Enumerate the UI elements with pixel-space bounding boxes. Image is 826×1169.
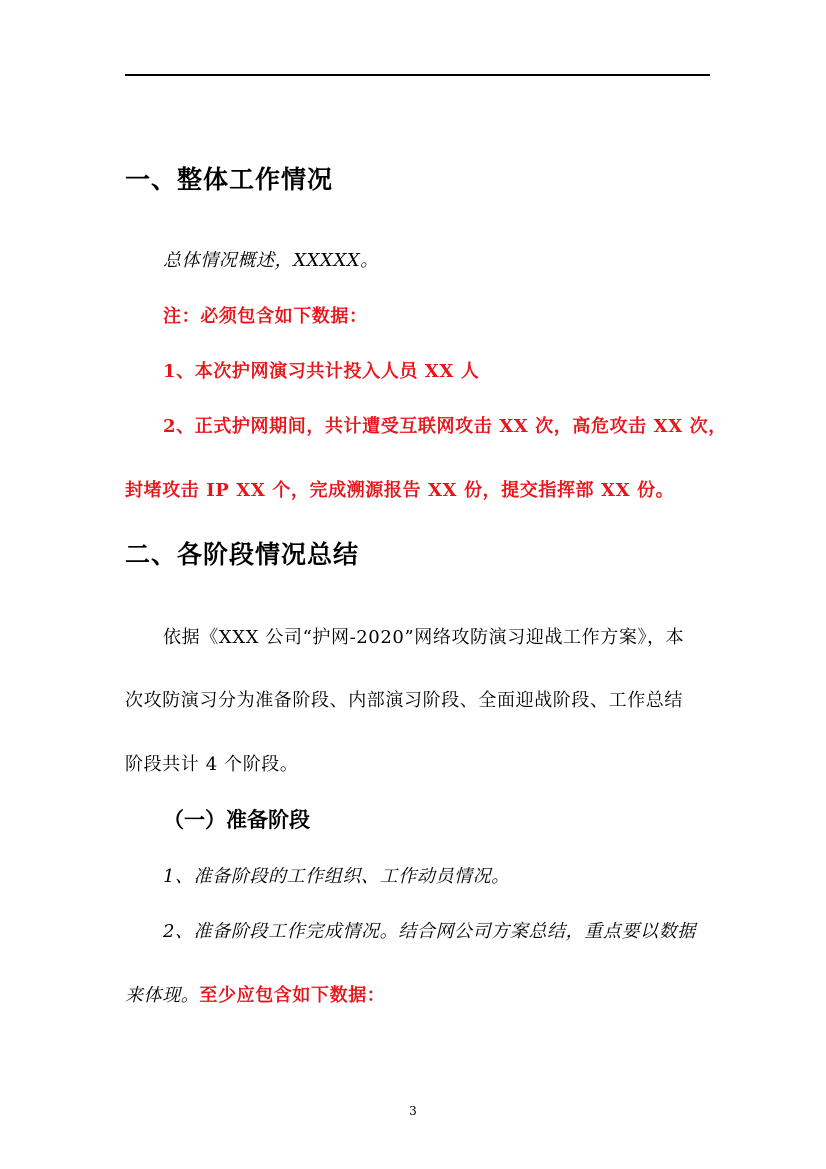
note-item-personnel: 1、本次护网演习共计投入人员 XX 人 [163, 361, 480, 382]
note-item-attacks-continuation: 封堵攻击 IP XX 个，完成溯源报告 XX 份，提交指挥部 XX 份。 [125, 480, 675, 501]
summary-text: 总体情况概述，XXXXX。 [163, 250, 379, 271]
subsection-heading-preparation: （一）准备阶段 [163, 807, 310, 832]
section-heading-overall: 一、整体工作情况 [125, 165, 334, 194]
preparation-item-2-line-2 [125, 981, 385, 1007]
page-number: 3 [409, 1104, 417, 1118]
stages-paragraph-line-3: 阶段共计 4 个阶段。 [125, 754, 299, 775]
stages-paragraph-line-1: 依据《XXX 公司“护网-2020”网络攻防演习迎战工作方案》，本 [163, 627, 685, 648]
section-heading-stages: 二、各阶段情况总结 [125, 540, 360, 569]
note-item-attacks: 2、正式护网期间，共计遭受互联网攻击 XX 次，高危攻击 XX 次， [163, 416, 727, 437]
note-label: 注：必须包含如下数据： [163, 306, 368, 327]
preparation-item-2-normal-text: 来体现。 [125, 985, 200, 1006]
preparation-item-2-line-1: 2、准备阶段工作完成情况。结合网公司方案总结，重点要以数据 [163, 921, 696, 942]
preparation-item-1: 1、准备阶段的工作组织、工作动员情况。 [163, 866, 510, 887]
stages-paragraph-line-2: 次攻防演习分为准备阶段、内部演习阶段、全面迎战阶段、工作总结 [125, 690, 683, 711]
header-rule [125, 74, 710, 76]
preparation-item-2-red-text: 至少应包含如下数据： [199, 985, 386, 1006]
